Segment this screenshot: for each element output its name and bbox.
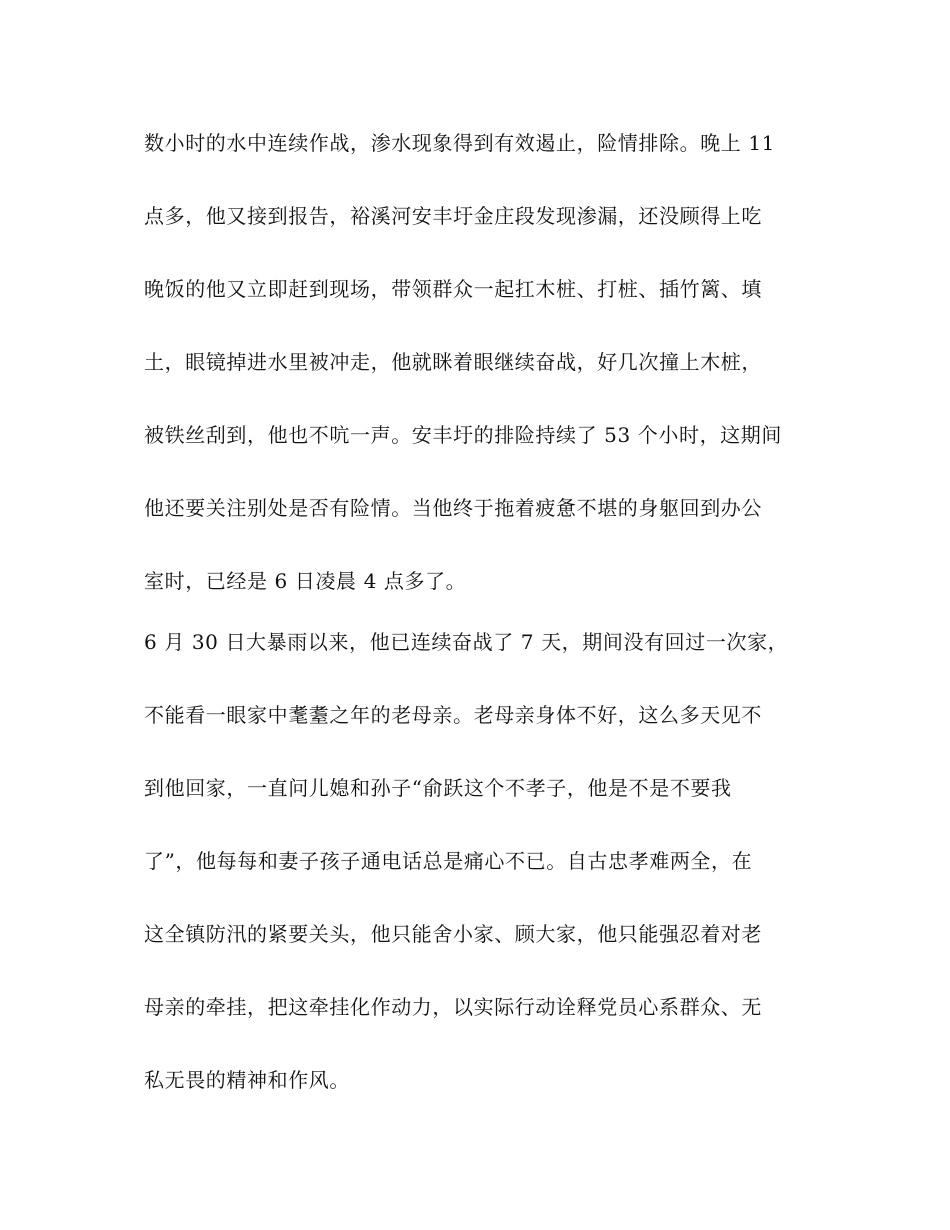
text-line: 他还要关注别处是否有险情。当他终于拖着疲惫不堪的身躯回到办公 [144,496,762,520]
text-line: 不能看一眼家中耄耋之年的老母亲。老母亲身体不好，这么多天见不 [144,703,762,727]
text-line: 点多，他又接到报告，裕溪河安丰圩金庄段发现渗漏，还没顾得上吃 [144,204,762,228]
text-line: 到他回家，一直问儿媳和孙子“俞跃这个不孝子，他是不是不要我 [144,776,732,800]
text-line: 室时，已经是 6 日凌晨 4 点多了。 [144,569,467,593]
text-line: 晚饭的他又立即赶到现场，带领群众一起扛木桩、打桩、插竹篱、填 [144,277,762,301]
text-line: 了”，他每每和妻子孩子通电话总是痛心不已。自古忠孝难两全，在 [144,849,753,873]
text-line: 数小时的水中连续作战，渗水现象得到有效遏止，险情排除。晚上 11 [144,131,776,155]
text-line: 母亲的牵挂，把这牵挂化作动力，以实际行动诠释党员心系群众、无 [144,995,762,1019]
text-line: 被铁丝刮到，他也不吭一声。安丰圩的排险持续了 53 个小时，这期间 [144,423,782,447]
text-line: 土，眼镜掉进水里被冲走，他就眯着眼继续奋战，好几次撞上木桩， [144,350,762,374]
text-line: 这全镇防汛的紧要关头，他只能舍小家、顾大家，他只能强忍着对老 [144,922,762,946]
text-line: 6 月 30 日大暴雨以来，他已连续奋战了 7 天，期间没有回过一次家， [144,630,789,654]
text-line: 私无畏的精神和作风。 [144,1068,350,1092]
